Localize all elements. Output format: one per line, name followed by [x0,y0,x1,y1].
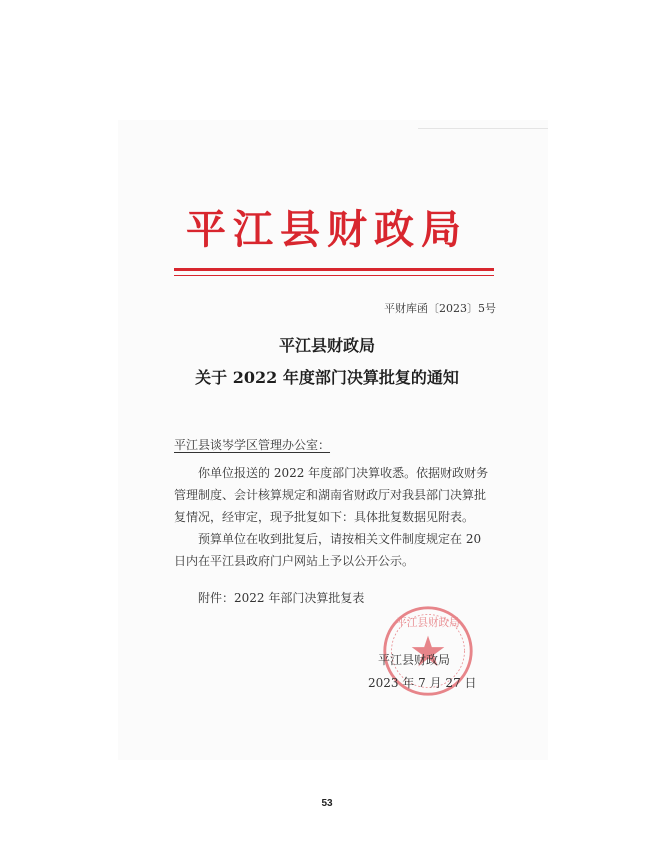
notice-title-line2: 关于 2022 年度部门决算批复的通知 [195,368,459,387]
attachment-line: 附件：2022 年部门决算批复表 [198,591,365,605]
body-paragraph-2: 预算单位在收到批复后，请按相关文件制度规定在 20 日内在平江县政府门户网站上予以公开公示。 [174,532,482,568]
signature-date: 2023 年 7 月 27 日 [368,676,477,690]
recipient: 平江县谈岑学区管理办公室： [174,438,331,452]
svg-text:平江县财政局: 平江县财政局 [396,617,460,630]
page-number: 53 [321,798,333,809]
document-number: 平财库函〔2023〕5号 [384,302,496,315]
notice-title-line1: 平江县财政局 [278,336,375,355]
letterhead-rule-thick [174,268,494,271]
scan-artifact-line [418,128,548,129]
body-paragraph-1: 你单位报送的 2022 年度部门决算收悉。依据财政财务管理制度、会计核算规定和湖南省财政厅对我县部门决算批复情况，经审定，现予批复如下：具体批复数据见附表。 [174,466,489,524]
letterhead-rule-thin [174,275,494,276]
letterhead-title: 平江县财政局 [186,206,468,253]
signature-organization: 平江县财政局 [378,653,451,667]
